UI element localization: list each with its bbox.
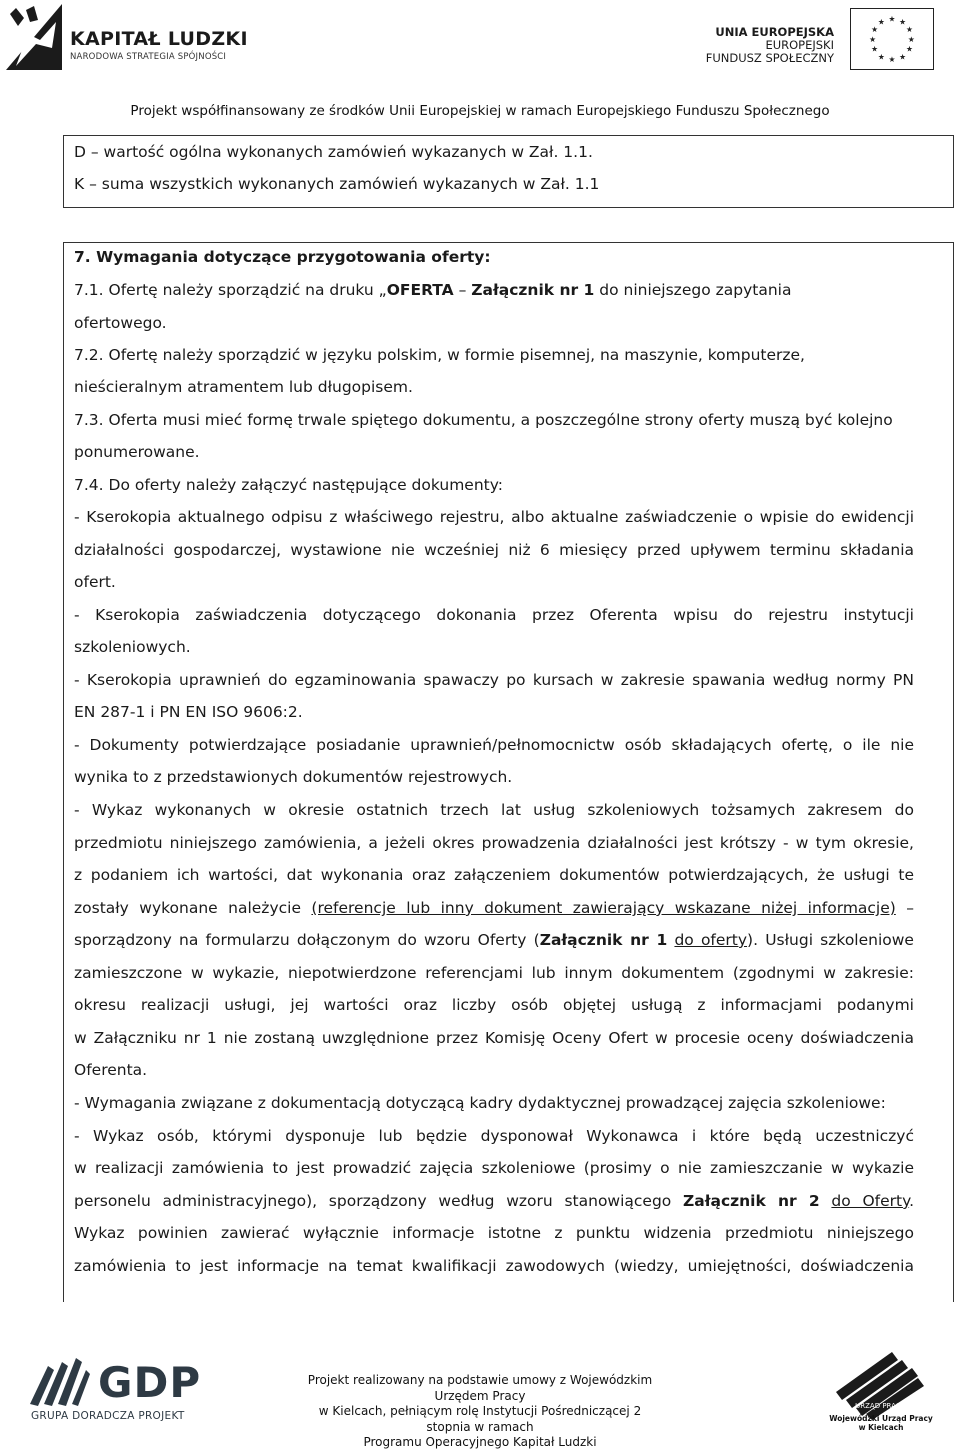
svg-text:★: ★: [877, 52, 885, 62]
b7-do-oferty: do Oferty: [831, 1192, 910, 1210]
svg-text:★: ★: [877, 17, 885, 27]
doc-item-5-line-2: przedmiotu niniejszego zamówienia, a jeżeli okres prowadzenia działalności jest krótszy - w tym okresie,: [74, 834, 914, 852]
b7-dot: .: [909, 1192, 915, 1210]
b7-attachment: Załącznik nr 2: [683, 1192, 820, 1210]
b7-c-text: personelu administracyjnego), sporządzony według wzoru stanowiącego: [74, 1192, 684, 1210]
section-7-heading: 7. Wymagania dotyczące przygotowania oferty:: [74, 248, 491, 266]
kapital-ludzki-title: KAPITAŁ LUDZKI: [70, 28, 248, 50]
eu-logo: [514, 4, 934, 76]
eu-text: [706, 26, 834, 65]
svg-text:★: ★: [888, 55, 896, 65]
svg-text:★: ★: [869, 34, 877, 44]
staff-list-line-5: zamówienia to jest informacje na temat kwalifikacji zawodowych (wiedzy, umiejętności, doświadczenia: [74, 1257, 914, 1275]
svg-text:★: ★: [888, 14, 896, 24]
b5-do-oferty: do oferty: [674, 931, 748, 949]
p71-oferta: OFERTA: [386, 281, 454, 299]
up-caption-line-1: Wojewódzki Urząd Pracy: [829, 1414, 933, 1423]
b5-e-text: sporządzony na formularzu dołączonym do wzoru Oferty (: [74, 931, 540, 949]
svg-text:★: ★: [905, 44, 913, 54]
gdp-subtitle: GRUPA DORADCZA PROJEKT: [31, 1410, 185, 1422]
doc-item-4-line-2: wynika to z przedstawionych dokumentów rejestrowych.: [74, 768, 513, 786]
staff-list-line-1: - Wykaz osób, którymi dysponuje lub będzie dysponował Wykonawca i które będą uczestniczyć: [74, 1127, 914, 1145]
doc-item-5-line-7: okresu realizacji usługi, jej wartości oraz liczby osób objętej usługą z informacjami podanymi: [74, 996, 914, 1014]
staff-list-line-2: w realizacji zamówienia to jest prowadzić zajęcia szkoleniowe (prosimy o nie zamieszczanie w wykazie: [74, 1159, 914, 1177]
b5-e-rest: ). Usługi szkoleniowe: [747, 931, 914, 949]
paragraph-7-1: [74, 281, 791, 299]
p71-dash: –: [453, 281, 472, 299]
footer-project-text: [300, 1373, 660, 1451]
kapital-ludzki-subtitle: NARODOWA STRATEGIA SPÓJNOŚCI: [70, 52, 227, 62]
svg-text:★: ★: [899, 52, 907, 62]
doc-item-2-line-1: - Kserokopia zaświadczenia dotyczącego dokonania przez Oferenta wpisu do rejestru instytucji: [74, 606, 914, 624]
doc-item-5-line-9: Oferenta.: [74, 1061, 148, 1079]
doc-item-5-line-6: zamieszczone w wykazie, niepotwierdzone referencjami lub innym dokumentem (zgodnymi w zakresie:: [74, 964, 914, 982]
p71-attachment: Załącznik nr 1: [471, 281, 595, 299]
b5-references-note: (referencje lub inny dokument zawierający wskazane niżej informacje): [311, 899, 896, 917]
urzad-pracy-badge: URZĄD PRACY: [855, 1402, 905, 1410]
urzad-pracy-caption: [826, 1415, 936, 1432]
b5-attachment: Załącznik nr 1: [539, 931, 668, 949]
legend-d: D – wartość ogólna wykonanych zamówień wykazanych w Zał. 1.1.: [74, 143, 593, 161]
svg-text:★: ★: [907, 34, 915, 44]
staff-list-line-3: [74, 1192, 914, 1210]
doc-item-5-line-3: z podaniem ich wartości, dat wykonania oraz załączeniem dokumentów potwierdzających, że usługi te: [74, 866, 914, 884]
doc-item-3-line-1: - Kserokopia uprawnień do egzaminowania spawaczy po kursach w zakresie spawania według normy PN: [74, 671, 914, 689]
svg-text:★: ★: [871, 25, 879, 35]
eu-flag-icon: [850, 8, 934, 70]
eu-line-1: UNIA EUROPEJSKA: [715, 25, 834, 39]
doc-item-5-line-5: [74, 931, 914, 949]
gdp-arrows-icon: [28, 1356, 92, 1408]
p71-text: 7.1. Ofertę należy sporządzić na druku „: [74, 281, 387, 299]
legend-k: K – suma wszystkich wykonanych zamówień wykazanych w Zał. 1.1: [74, 175, 600, 193]
doc-item-1-line-3: ofert.: [74, 573, 116, 591]
p71-rest: do niniejszego zapytania: [594, 281, 792, 299]
staff-list-line-4: Wykaz powinien zawierać wyłącznie informacje istotne z punktu widzenia przedmiotu niniejszego: [74, 1224, 914, 1242]
b5-d-text: zostały wykonane należycie: [74, 899, 312, 917]
doc-item-1-line-1: - Kserokopia aktualnego odpisu z właściwego rejestru, albo aktualne zaświadczenie o wpisie do ewidencji: [74, 508, 914, 526]
doc-item-2-line-2: szkoleniowych.: [74, 638, 191, 656]
paragraph-7-4: 7.4. Do oferty należy załączyć następujące dokumenty:: [74, 476, 504, 494]
up-caption-line-2: w Kielcach: [858, 1422, 904, 1432]
footer-line-1: Projekt realizowany na podstawie umowy z Wojewódzkim Urzędem Pracy: [307, 1373, 653, 1403]
svg-text:★: ★: [905, 25, 913, 35]
kapital-ludzki-emblem-icon: [6, 4, 62, 70]
doc-item-1-line-2: działalności gospodarczej, wystawione nie wcześniej niż 6 miesięcy przed upływem terminu składania: [74, 541, 914, 559]
b7-space: [820, 1192, 832, 1210]
staff-requirements-heading: - Wymagania związane z dokumentacją dotyczącą kadry dydaktycznej prowadzącej zajęcia szkoleniowe:: [74, 1094, 886, 1112]
doc-item-5-line-8: w Załączniku nr 1 nie zostaną uwzględnione przez Komisję Oceny Ofert w procesie oceny doświadczenia: [74, 1029, 914, 1047]
doc-item-5-line-1: - Wykaz wykonanych w okresie ostatnich trzech lat usług szkoleniowych tożsamych zakresem do: [74, 801, 914, 819]
project-cofinanced-line: Projekt współfinansowany ze środków Unii Europejskiej w ramach Europejskiego Funduszu Społecznego: [130, 103, 830, 119]
footer-line-3: Programu Operacyjnego Kapitał Ludzki: [363, 1435, 597, 1449]
paragraph-7-2-cont: nieścieralnym atramentem lub długopisem.: [74, 378, 413, 396]
doc-item-3-line-2: EN 287-1 i PN EN ISO 9606:2.: [74, 703, 303, 721]
paragraph-7-2: 7.2. Ofertę należy sporządzić w języku polskim, w formie pisemnej, na maszynie, komputerze,: [74, 346, 805, 364]
gdp-logo: [28, 1354, 202, 1424]
gdp-wordmark: GDP: [98, 1358, 202, 1407]
paragraph-7-3-cont: ponumerowane.: [74, 443, 200, 461]
doc-item-4-line-1: - Dokumenty potwierdzające posiadanie uprawnień/pełnomocnictw osób składających ofertę, o ile nie: [74, 736, 914, 754]
svg-text:★: ★: [871, 44, 879, 54]
paragraph-7-3: 7.3. Oferta musi mieć formę trwale spiętego dokumentu, a poszczególne strony oferty muszą być kolejno: [74, 411, 893, 429]
footer-line-2: w Kielcach, pełniącym rolę Instytucji Pośredniczącej 2 stopnia w ramach: [318, 1404, 642, 1434]
b5-dash: –: [895, 899, 915, 917]
svg-text:★: ★: [899, 17, 907, 27]
eu-line-2: EUROPEJSKI: [765, 38, 834, 52]
eu-line-3: FUNDUSZ SPOŁECZNY: [705, 51, 834, 65]
paragraph-7-1-cont: ofertowego.: [74, 314, 167, 332]
kapital-ludzki-logo: [6, 4, 256, 74]
doc-item-5-line-4: [74, 899, 914, 917]
